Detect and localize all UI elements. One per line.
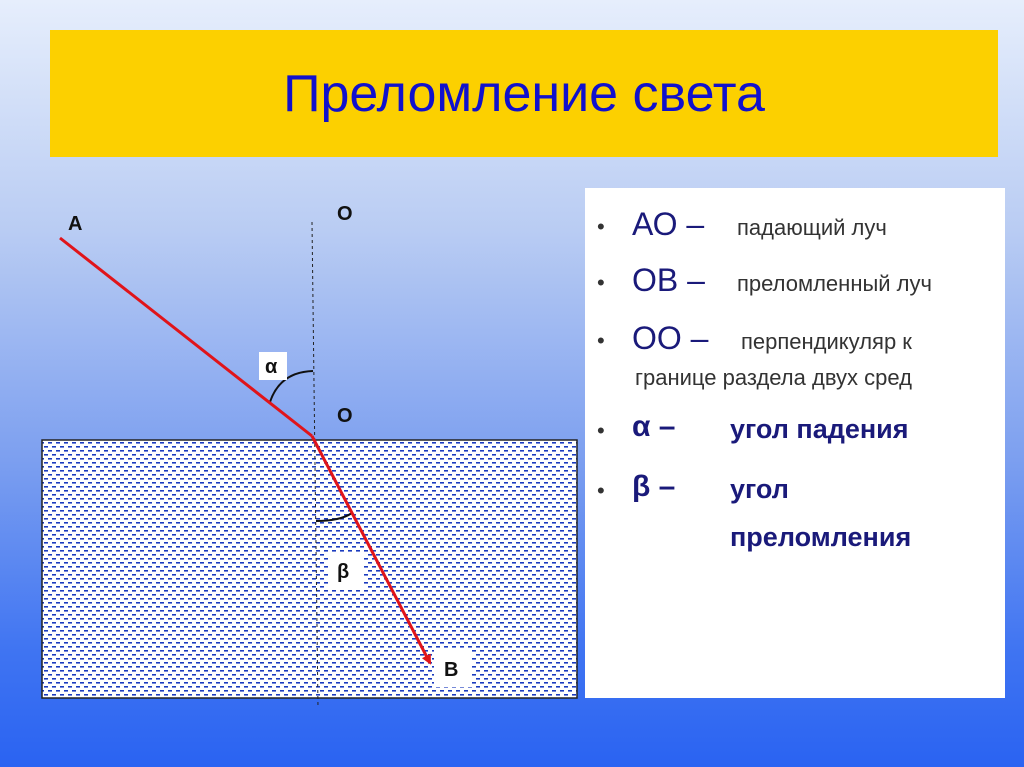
label-beta: β	[337, 561, 350, 583]
legend-desc-continued: границе раздела двух сред	[635, 365, 912, 390]
legend-desc: преломленный луч	[737, 271, 932, 296]
incident-ray	[60, 238, 312, 436]
legend-term: β –	[632, 470, 676, 503]
legend-term: α –	[632, 410, 676, 443]
legend-desc: падающий луч	[737, 215, 887, 240]
legend-term: АО –	[632, 206, 705, 242]
bullet: •	[597, 270, 605, 295]
label-alpha: α	[265, 356, 278, 378]
bullet: •	[597, 214, 605, 239]
bullet: •	[597, 418, 605, 443]
label-o-mid: О	[337, 405, 353, 427]
legend-term: ОО –	[632, 320, 709, 356]
label-a: А	[68, 213, 83, 235]
water-medium	[42, 440, 577, 698]
bullet: •	[597, 478, 605, 503]
legend-desc: угол падения	[730, 414, 909, 444]
bullet: •	[597, 328, 605, 353]
legend-desc: перпендикуляр к	[741, 329, 912, 354]
legend-panel	[585, 188, 1005, 698]
label-o-top: О	[337, 203, 353, 225]
legend-desc: угол	[730, 474, 789, 504]
page-title: Преломление света	[283, 64, 765, 123]
legend-desc-continued: преломления	[730, 522, 912, 552]
label-b: В	[444, 659, 459, 681]
legend-term: ОВ –	[632, 262, 705, 298]
